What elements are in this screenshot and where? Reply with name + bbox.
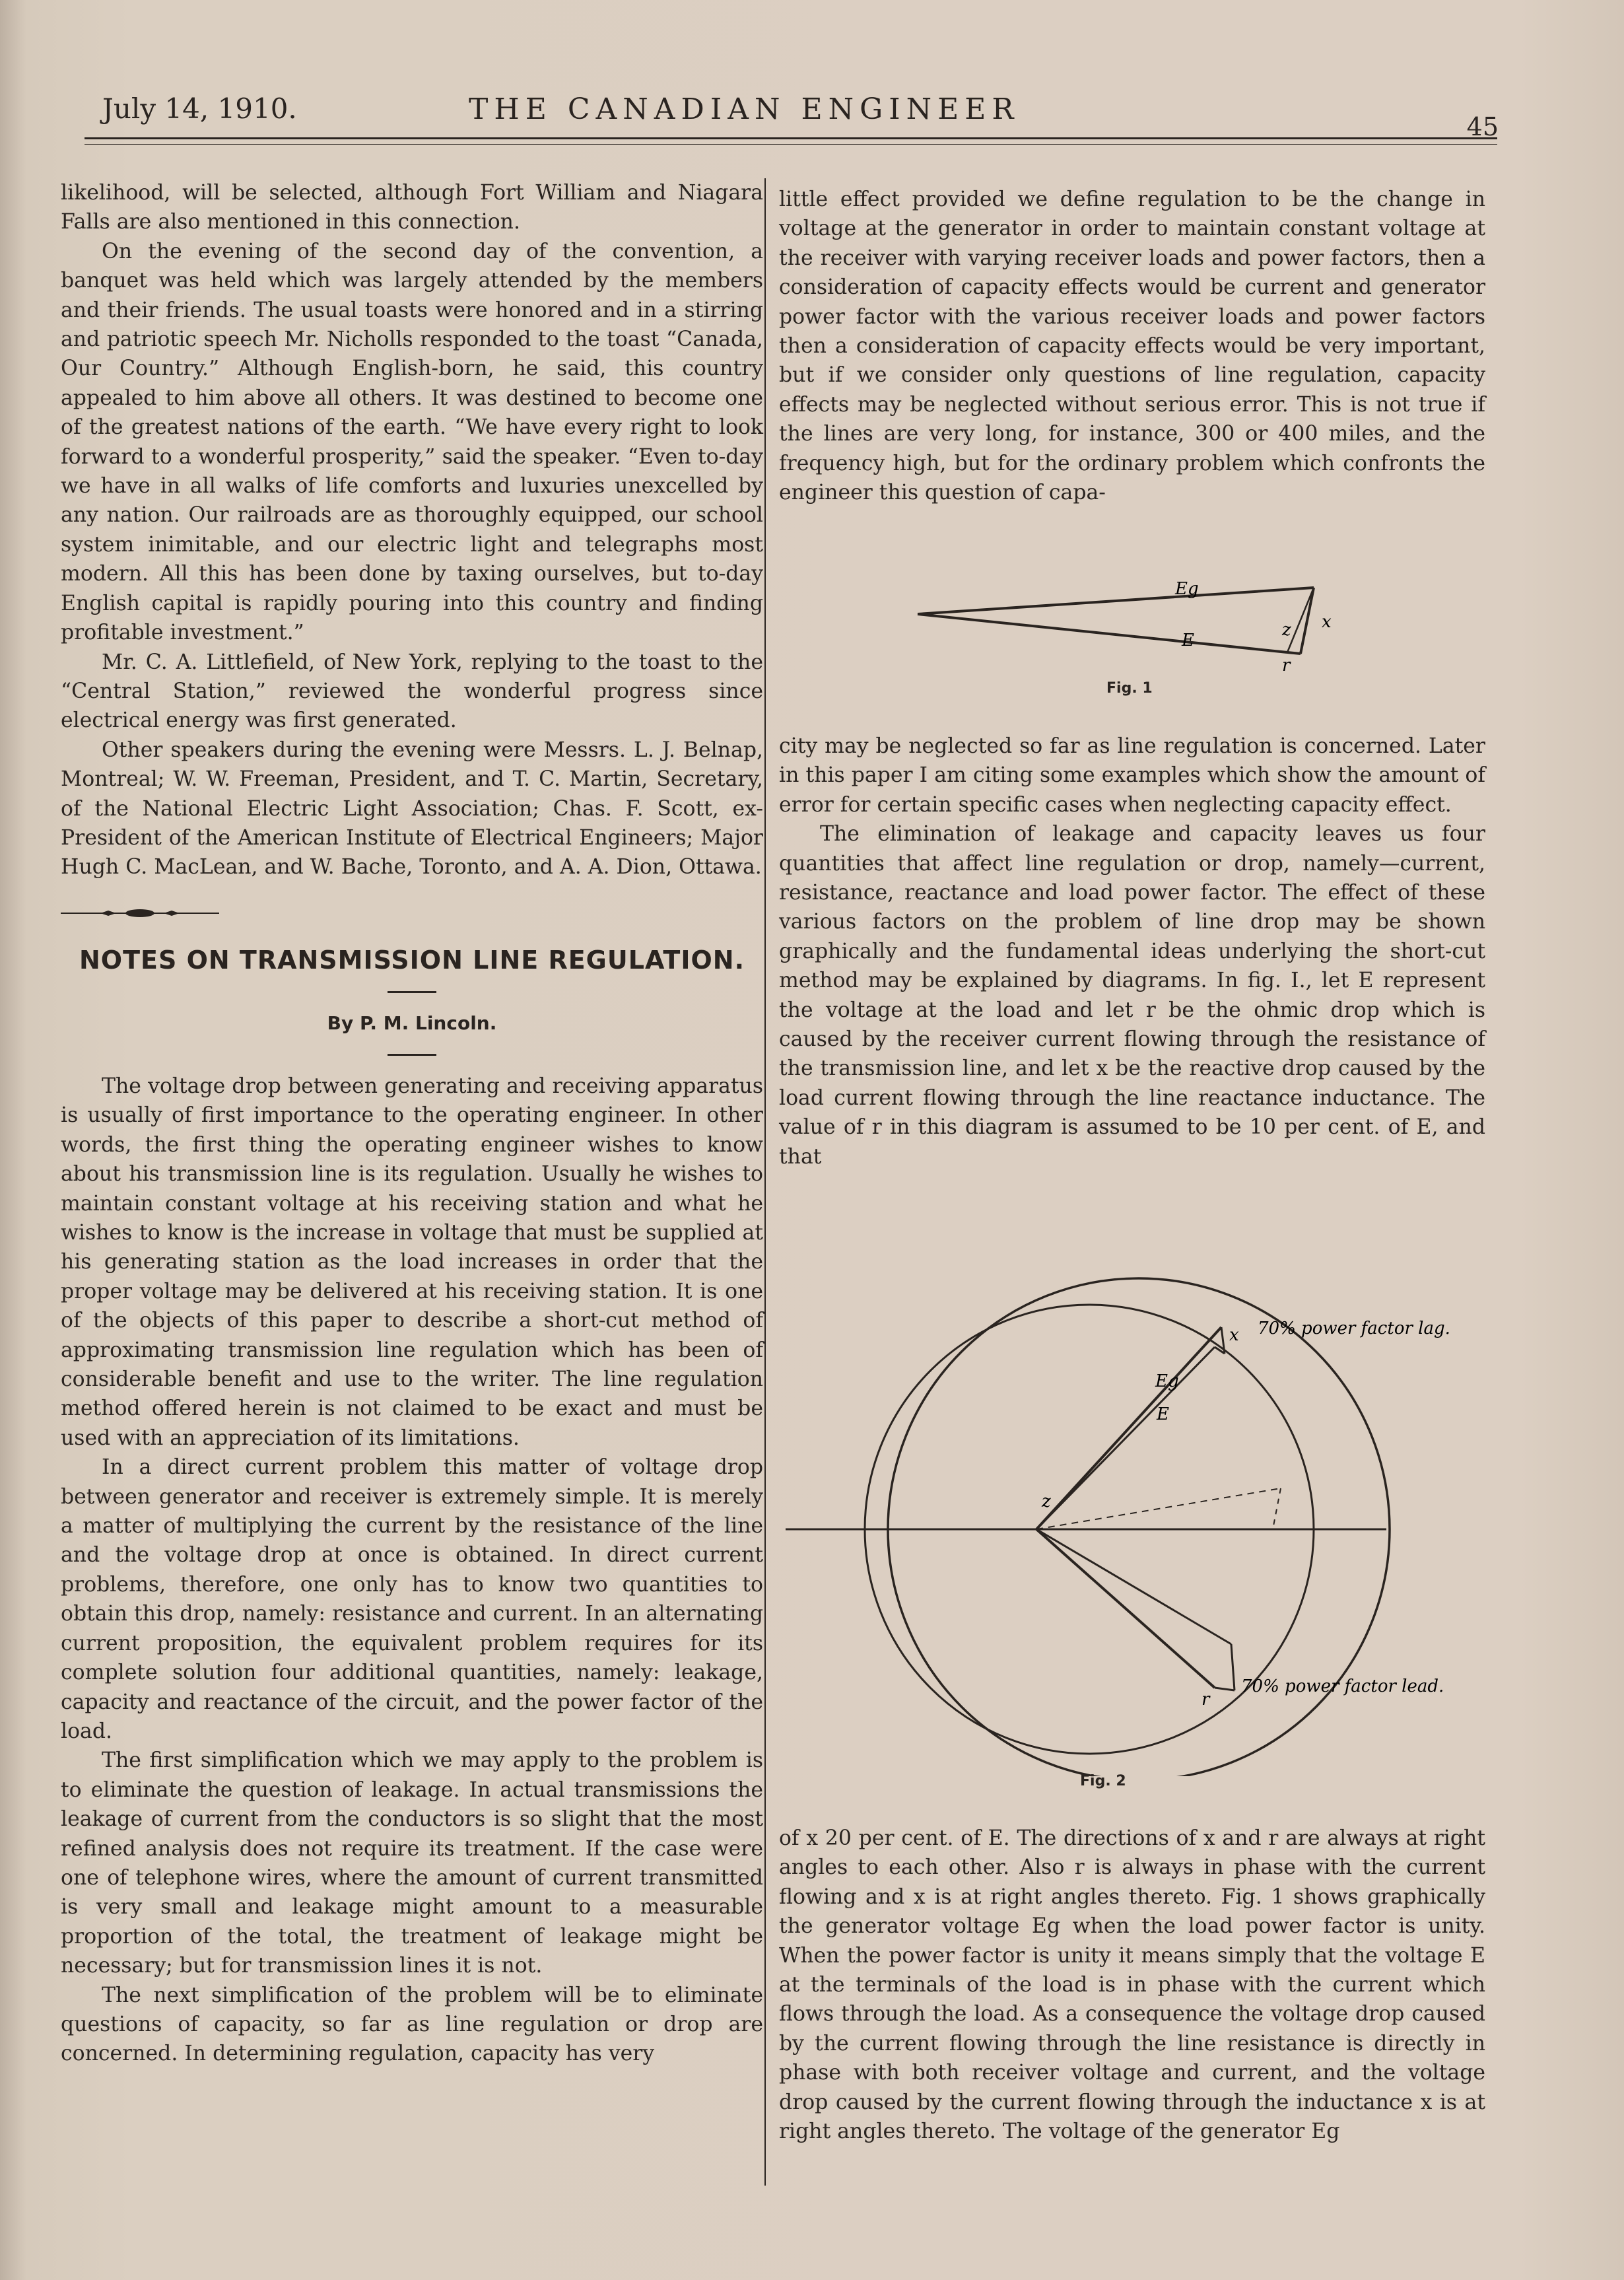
fig2-dashed-line <box>1036 1488 1281 1529</box>
fig2-eg-lag <box>1036 1327 1221 1529</box>
fig2-label-lag: 70% power factor lag. <box>1258 1319 1450 1338</box>
fig2-label-z: z <box>1042 1492 1051 1511</box>
fig1-diagram <box>904 568 1367 687</box>
fig2-caption: Fig. 2 <box>1080 1773 1126 1789</box>
page-number: 45 <box>1466 112 1499 141</box>
fig2-label-eg: Eg <box>1155 1371 1179 1391</box>
fig1-eg-line <box>918 588 1314 614</box>
fig1-label-x: x <box>1322 612 1332 632</box>
journal-title: THE CANADIAN ENGINEER <box>469 92 1020 126</box>
fig2-label-e: E <box>1157 1404 1169 1424</box>
byline-rule <box>388 1054 436 1056</box>
paragraph: Mr. C. A. Littlefield, of New York, replying to the toast to the “Central Station,” reviewed the wonderful progress since electrical energy was first generated. <box>61 650 763 733</box>
fig2-label-lead: 70% power factor lead. <box>1241 1676 1444 1696</box>
paragraph: The elimination of leakage and capacity leaves us four quantities that affect line regulation or drop, namely—current, resistance, reactance and load power factor. The effect of these various factors on the problem of line drop may be shown graphically and the fundamental ideas underlying the short-cut method may be explained by diagrams. In fig. I., let E represent the voltage at the load and let r be the ohmic drop which is caused by the receiver current flowing through the resistance of the transmission line, and let x be the reactive drop caused by the load current flowing through the line reactance inductance. The value of r in this diagram is assumed to be 10 per cent. of E, and that <box>779 822 1485 1169</box>
figure-2 <box>779 1235 1492 1776</box>
article-title: NOTES ON TRANSMISSION LINE REGULATION. <box>79 946 745 975</box>
right-column-middle <box>779 732 1485 1171</box>
column-divider <box>764 178 766 2186</box>
issue-date: July 14, 1910. <box>102 92 297 125</box>
left-column <box>61 178 763 2069</box>
fig1-caption: Fig. 1 <box>1106 680 1153 697</box>
paragraph: city may be neglected so far as line regulation is concerned. Later in this paper I am citing some examples which show the amount of error for certain specific cases when neglecting capacity effect. <box>779 734 1485 817</box>
fig2-diagram <box>779 1235 1492 1776</box>
fig2-e-lag <box>1036 1347 1215 1529</box>
paragraph: In a direct current problem this matter of voltage drop between generator and receiver is extremely simple. It is merely a matter of multiplying the current by the resistance of the line and the voltage drop at once is obtained. In direct current problems, therefore, one only has to know two quantities to obtain this drop, namely: resistance and current. In an alternating current proposition, the equivalent problem requires for its complete solution four additional quantities, namely: leakage, capacity and reactance of the circuit, and the power factor of the load. <box>61 1455 763 1743</box>
fig2-e-lead <box>1036 1529 1215 1688</box>
article-byline: By P. M. Lincoln. <box>327 1012 497 1034</box>
fig1-x-line <box>1301 588 1314 654</box>
right-column-top <box>779 185 1485 507</box>
figure-1 <box>904 568 1367 687</box>
page-header <box>86 92 1499 139</box>
paragraph: of x 20 per cent. of E. The directions of x and r are always at right angles to each other. Also r is always in phase with the current flowing and x is at right angles thereto. Fig. 1 shows graphically the generator voltage Eg when the load power factor is unity. When the power factor is unity it means simply that the voltage E at the terminals of the load is in phase with the current which flows through the load. As a consequence the voltage drop caused by the current flowing through the line resistance is directly in phase with both receiver voltage and current, and the voltage drop caused by the current flowing through the inductance x is at right angles thereto. The voltage of the generator Eg <box>779 1826 1485 2144</box>
paragraph: The first simplification which we may apply to the problem is to eliminate the question of leakage. In actual transmissions the leakage of current from the conductors is so slight that the most refined analysis does not require its treatment. If the case were one of telephone wires, where the amount of current transmitted is very small and leakage might amount to a measurable proportion of the total, the treatment of leakage might be necessary; but for transmission lines it is not. <box>61 1748 763 1978</box>
paragraph: little effect provided we define regulation to be the change in voltage at the generator in order to maintain constant voltage at the receiver with varying receiver loads and power factors, then a consideration of capacity effects would be current and generator power factor with the various receiver loads and power factors then a consideration of capacity effects would be very important, but if we consider only questions of line regulation, capacity effects may be neglected without serious error. This is not true if the lines are very long, for instance, 300 or 400 miles, and the frequency high, but for the ordinary problem which confronts the engineer this question of capa- <box>779 188 1485 505</box>
ornament-divider <box>61 909 219 918</box>
fig2-label-x: x <box>1229 1325 1239 1345</box>
fig1-label-e: E <box>1182 631 1194 650</box>
fig1-label-r: r <box>1282 656 1291 675</box>
right-column-bottom <box>779 1824 1485 2146</box>
fig1-label-z: z <box>1282 620 1291 640</box>
fig2-label-r: r <box>1201 1690 1210 1710</box>
title-rule <box>388 991 436 993</box>
fig1-z-line <box>1287 588 1314 652</box>
paragraph: Other speakers during the evening were Messrs. L. J. Belnap, Montreal; W. W. Freeman, President, and T. C. Martin, Secretary, of the National Electric Light Association; Chas. F. Scott, ex-President of the American Institute of Electrical Engineers; Major Hugh C. MacLean, and W. Bache, Toronto, and A. A. Dion, Ottawa. <box>61 738 763 880</box>
paragraph: On the evening of the second day of the convention, a banquet was held which was largely attended by the members and their friends. The usual toasts were honored and in a stirring and patriotic speech Mr. Nicholls responded to the toast “Canada, Our Country.” Although English-born, he said, this country appealed to him above all others. It was destined to become one of the greatest nations of the earth. “We have every right to look forward to a wonderful prosperity,” said the speaker. “Even to-day we have in all walks of life comforts and luxuries unexcelled by any nation. Our railroads are as thoroughly equipped, our school system inimitable, and our electric light and telegraphs most modern. All this has been done by taxing ourselves, but to-day English capital is rapidly pouring into this country and finding profitable investment.” <box>61 239 763 645</box>
paragraph: The next simplification of the problem will be to eliminate questions of capacity, so far as line regulation or drop are concerned. In determining regulation, capacity has very <box>61 1983 763 2066</box>
header-rule-thin <box>85 144 1497 145</box>
fig1-r-line <box>1287 652 1301 654</box>
header-rule-thick <box>85 137 1497 139</box>
fig1-e-line <box>918 614 1287 652</box>
paragraph: likelihood, will be selected, although Fort William and Niagara Falls are also mentioned in this connection. <box>61 181 763 234</box>
paragraph: The voltage drop between generating and receiving apparatus is usually of first importance to the operating engineer. In other words, the first thing the operating engineer wishes to know about his transmission line is its regulation. Usually he wishes to maintain constant voltage at his receiving station and what he wishes to know is the increase in voltage that must be supplied at his generating station as the load increases in order that the proper voltage may be delivered at his receiving station. It is one of the objects of this paper to describe a short-cut method of approximating transmission line regulation which has been of considerable benefit and use to the writer. The line regulation method offered herein is not claimed to be exact and must be used with an appreciation of its limitations. <box>61 1074 763 1450</box>
fig1-label-eg: Eg <box>1175 579 1199 599</box>
fig2-eg-lead <box>1036 1529 1231 1644</box>
